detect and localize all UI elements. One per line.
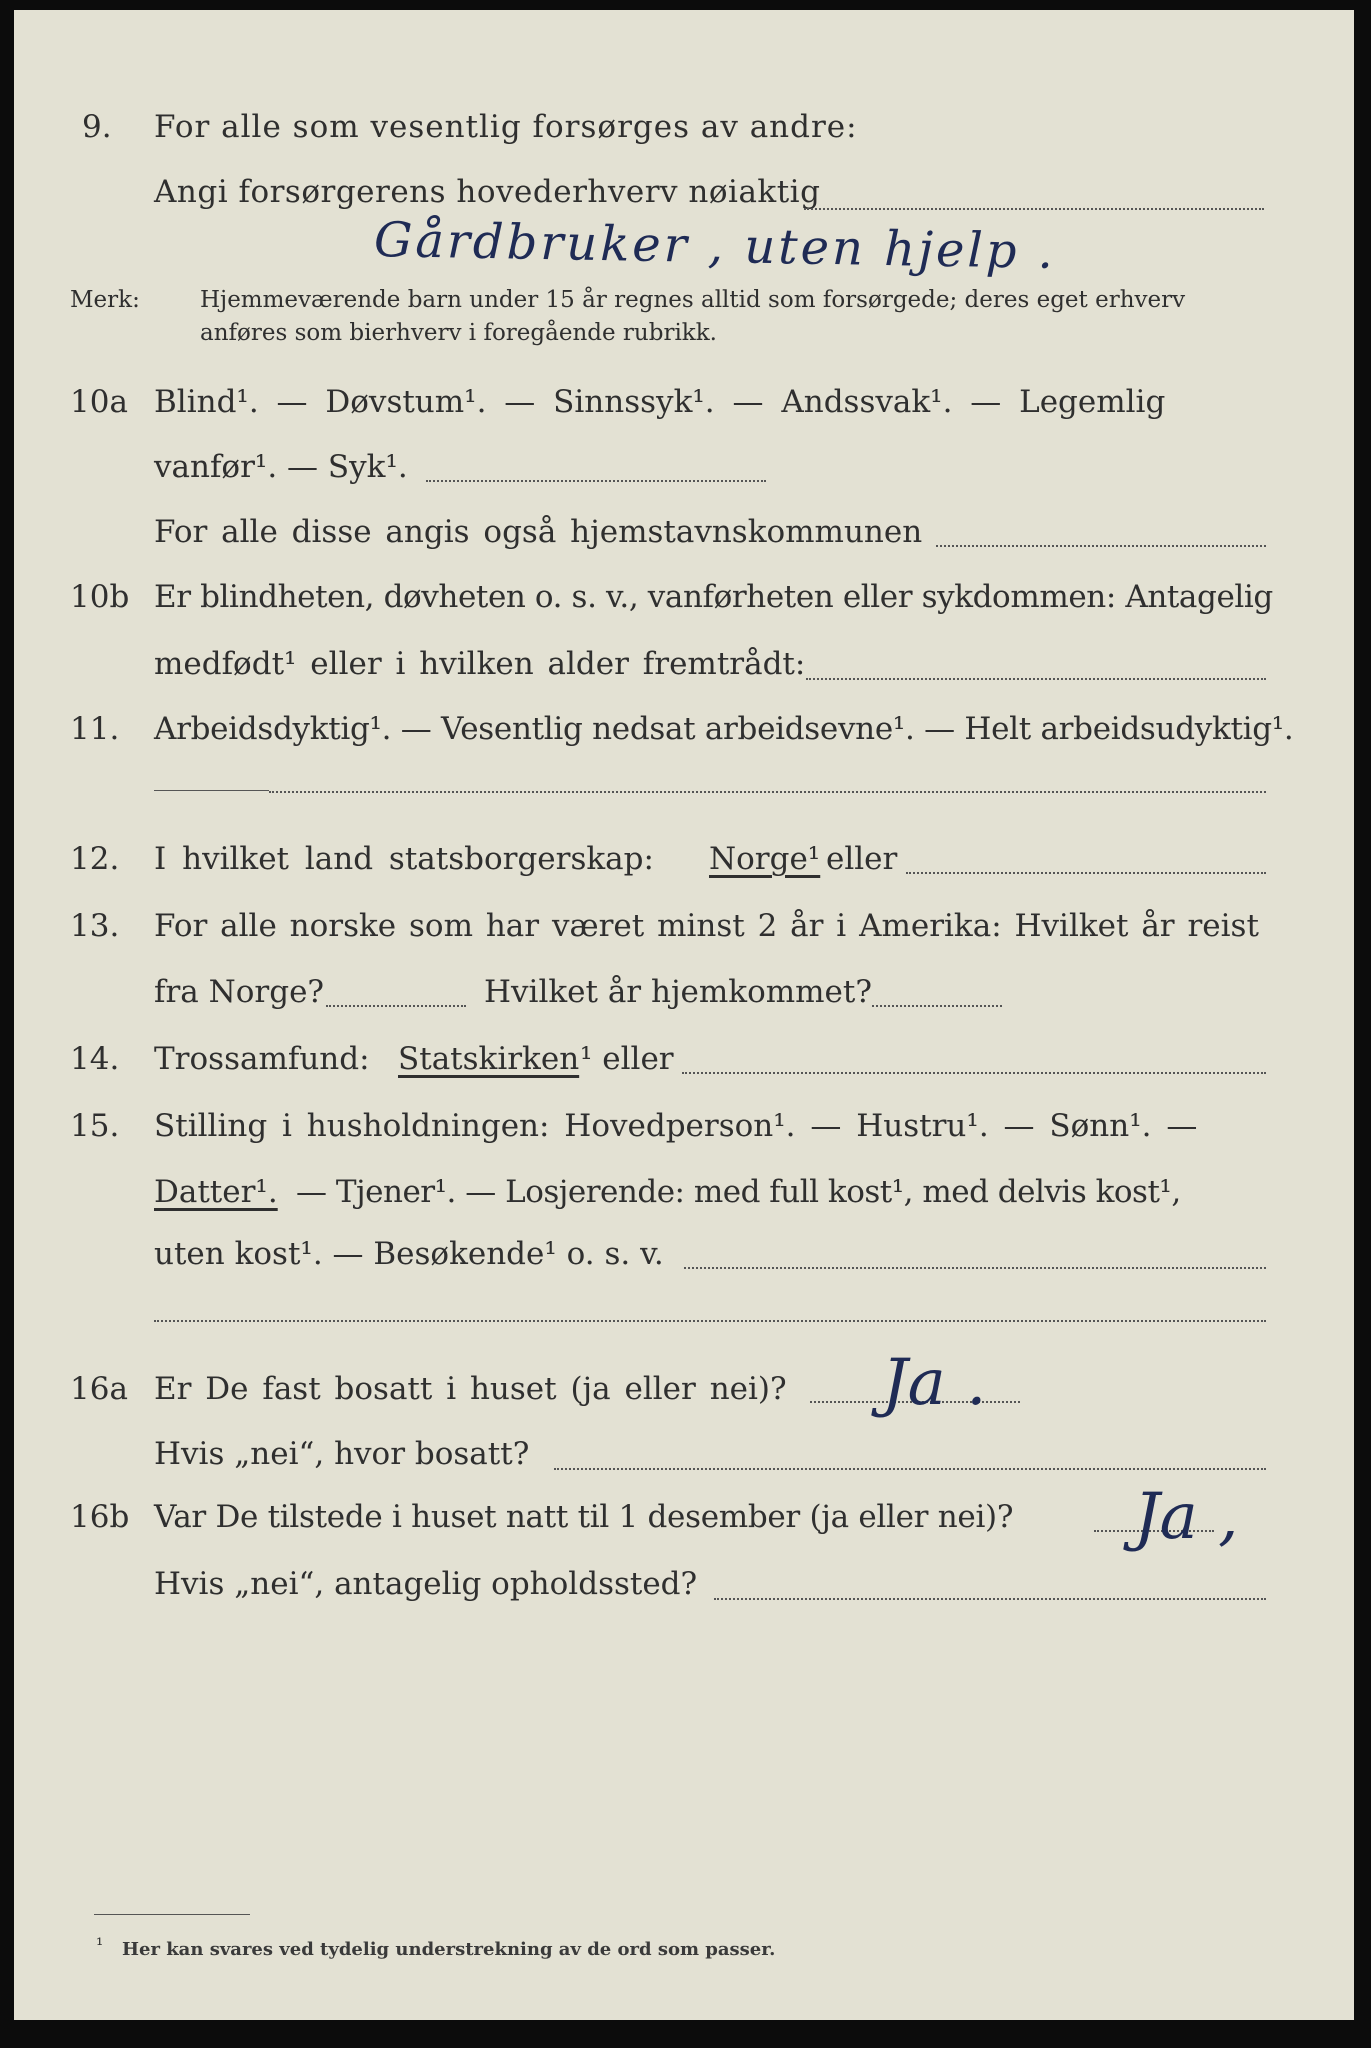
- q15-line1: Stilling i husholdningen: Hovedperson¹. — Hustru¹. — Sønn¹. —: [154, 1108, 1198, 1144]
- q11-number: 11.: [70, 711, 120, 747]
- q15-line2-rest: — Tjener¹. — Losjerende: med full kost¹, med delvis kost¹,: [296, 1174, 1181, 1210]
- footnote-mark: ¹: [96, 1935, 104, 1956]
- q10b-number: 10b: [70, 579, 130, 615]
- q14-number: 14.: [70, 1041, 120, 1077]
- q9-line1: For alle som vesentlig forsørges av andre:: [154, 109, 858, 145]
- q15-number: 15.: [70, 1108, 120, 1144]
- q13-line1: For alle norske som har været minst 2 år i Amerika: Hvilket år reist: [154, 908, 1259, 944]
- q16b-line2: Hvis „nei“, antagelig opholdssted?: [154, 1566, 698, 1602]
- q11-strike-mark: [154, 790, 269, 791]
- q10a-line3: For alle disse angis også hjemstavnskommunen: [154, 514, 923, 550]
- q10b-line2: medfødt¹ eller i hvilken alder fremtrådt:: [154, 646, 806, 682]
- merk-line1: Hjemmeværende barn under 15 år regnes alltid som forsørgede; deres eget erhverv: [200, 287, 1186, 313]
- census-form-page: [14, 10, 1354, 2020]
- q11-answer-line: [269, 791, 1266, 793]
- q14-statskirken-underlined: Statskirken: [398, 1041, 580, 1077]
- q15-line3: uten kost¹. — Besøkende¹ o. s. v.: [154, 1236, 664, 1272]
- q13-line2b: Hvilket år hjemkommet?: [484, 974, 872, 1010]
- q9-handwritten-answer: Gårdbruker , uten hjelp .: [373, 212, 1057, 280]
- q15-datter-underlined: Datter¹.: [154, 1174, 278, 1210]
- q16b-handwritten-answer: Ja ,: [1134, 1480, 1239, 1554]
- q13-line2a: fra Norge?: [154, 974, 325, 1010]
- q10b-line1: Er blindheten, døvheten o. s. v., vanførheten eller sykdommen: Antagelig: [154, 579, 1273, 615]
- q9-answer-line: [804, 208, 1264, 210]
- q16b-opholdssted-line: [714, 1598, 1266, 1600]
- q16a-number: 16a: [70, 1371, 128, 1407]
- footnote-divider: [94, 1914, 250, 1915]
- q12-suffix: eller: [826, 841, 898, 877]
- merk-label: Merk:: [70, 287, 140, 313]
- q13-hjemkommet-line: [872, 1005, 1002, 1007]
- q9-line2: Angi forsørgerens hovederhverv nøiaktig: [154, 174, 821, 210]
- q12-prefix: I hvilket land statsborgerskap:: [154, 841, 654, 877]
- q9-number: 9.: [82, 109, 112, 145]
- q12-norge-underlined: Norge¹: [709, 841, 821, 877]
- q11-line1: Arbeidsdyktig¹. — Vesentlig nedsat arbeidsevne¹. — Helt arbeidsudyktig¹.: [154, 711, 1294, 747]
- q10a-number: 10a: [70, 384, 128, 420]
- q10a-hjemstavn-line: [936, 545, 1266, 547]
- footnote-text: Her kan svares ved tydelig understrekning av de ord som passer.: [122, 1939, 776, 1960]
- q10b-answer-line: [806, 678, 1266, 680]
- q15-extra-line: [154, 1320, 1266, 1322]
- q15-besokende-line: [684, 1267, 1266, 1269]
- q13-number: 13.: [70, 908, 120, 944]
- q14-answer-line: [682, 1072, 1266, 1074]
- q14-suffix: ¹ eller: [580, 1041, 674, 1077]
- q16a-line2: Hvis „nei“, hvor bosatt?: [154, 1436, 530, 1472]
- q10a-line2: vanfør¹. — Syk¹.: [154, 449, 408, 485]
- merk-line2: anføres som bierhverv i foregående rubrikk.: [200, 320, 717, 346]
- q14-prefix: Trossamfund:: [154, 1041, 370, 1077]
- q16a-bosatt-line: [554, 1468, 1266, 1470]
- q10a-line1: Blind¹. — Døvstum¹. — Sinnssyk¹. — Andssvak¹. — Legemlig: [154, 384, 1166, 420]
- q16b-line1: Var De tilstede i huset natt til 1 desember (ja eller nei)?: [154, 1499, 1014, 1535]
- q13-reist-line: [326, 1005, 466, 1007]
- q12-answer-line: [906, 872, 1266, 874]
- q16b-number: 16b: [70, 1499, 130, 1535]
- q16a-handwritten-answer: Ja .: [882, 1346, 987, 1420]
- q12-number: 12.: [70, 841, 120, 877]
- q10a-syk-line: [426, 480, 766, 482]
- q16a-line1: Er De fast bosatt i huset (ja eller nei)?: [154, 1371, 787, 1407]
